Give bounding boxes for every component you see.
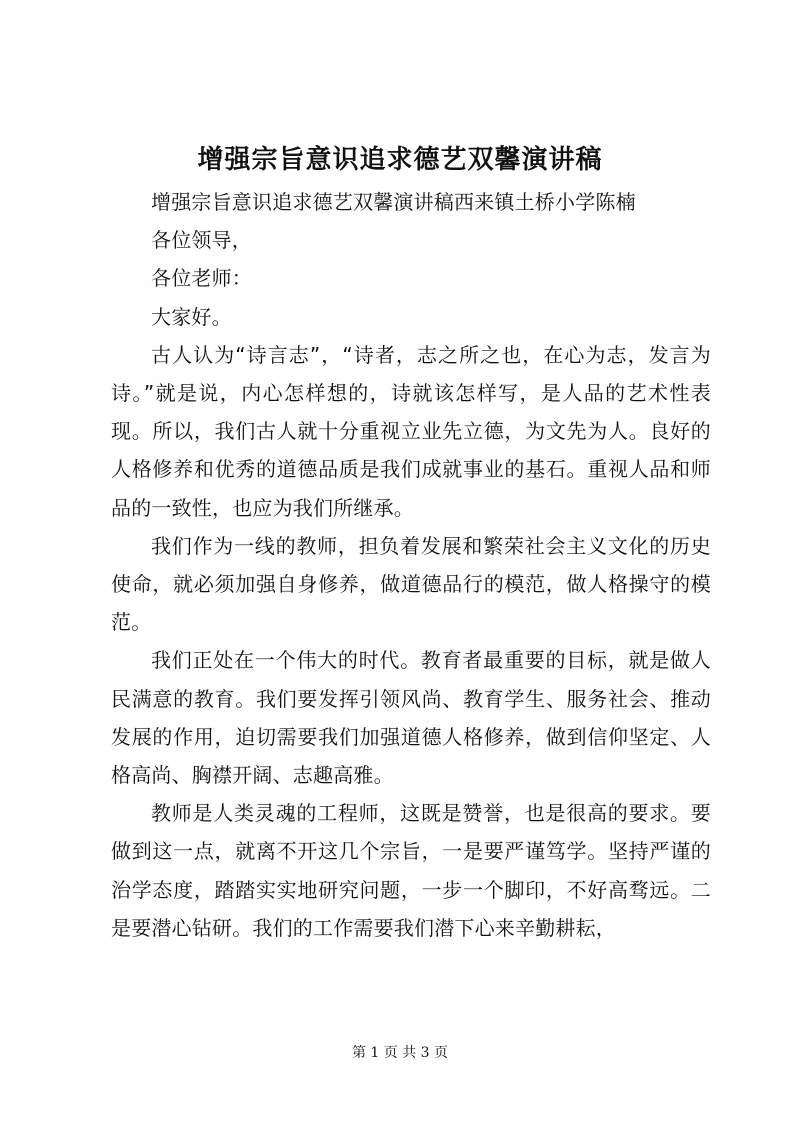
paragraph: 古人认为“诗言志”，“诗者，志之所之也，在心为志，发言为诗。”就是说，内心怎样想的，诗就该怎样写，是人品的艺术性表现。所以，我们古人就十分重视立业先立德，为文先为人。良好的人格修养和优秀的道德品质是我们成就事业的基石。重视人品和师品的一致性，也应为我们所继承。 — [111, 342, 711, 520]
paragraph: 大家好。 — [151, 304, 232, 329]
paragraph: 各位老师： — [151, 266, 252, 291]
document-body — [111, 183, 711, 947]
paragraph: 教师是人类灵魂的工程师，这既是赞誉，也是很高的要求。要做到这一点，就离不开这几个宗旨，一是要严谨笃学。坚持严谨的治学态度，踏踏实实地研究问题，一步一个脚印，不好高骛远。二是要潜心钻研。我们的工作需要我们潜下心来辛勤耕耘， — [111, 801, 711, 940]
paragraph: 我们正处在一个伟大的时代。教育者最重要的目标，就是做人民满意的教育。我们要发挥引领风尚、教育学生、服务社会、推动发展的作用，迫切需要我们加强道德人格修养，做到信仰坚定、人格高尚、胸襟开阔、志趣高雅。 — [111, 648, 711, 788]
page-footer — [0, 1043, 800, 1063]
paragraph: 我们作为一线的教师，担负着发展和繁荣社会主义文化的历史使命，就必须加强自身修养，做道德品行的模范，做人格操守的模范。 — [111, 533, 711, 635]
document-title: 增强宗旨意识追求德艺双馨演讲稿 — [197, 145, 603, 175]
paragraph: 增强宗旨意识追求德艺双馨演讲稿西来镇土桥小学陈楠 — [151, 190, 636, 214]
page-number: 第 1 页 — [351, 1045, 398, 1061]
paragraph: 各位领导， — [151, 228, 252, 253]
page-total: 共 3 页 — [402, 1045, 449, 1061]
